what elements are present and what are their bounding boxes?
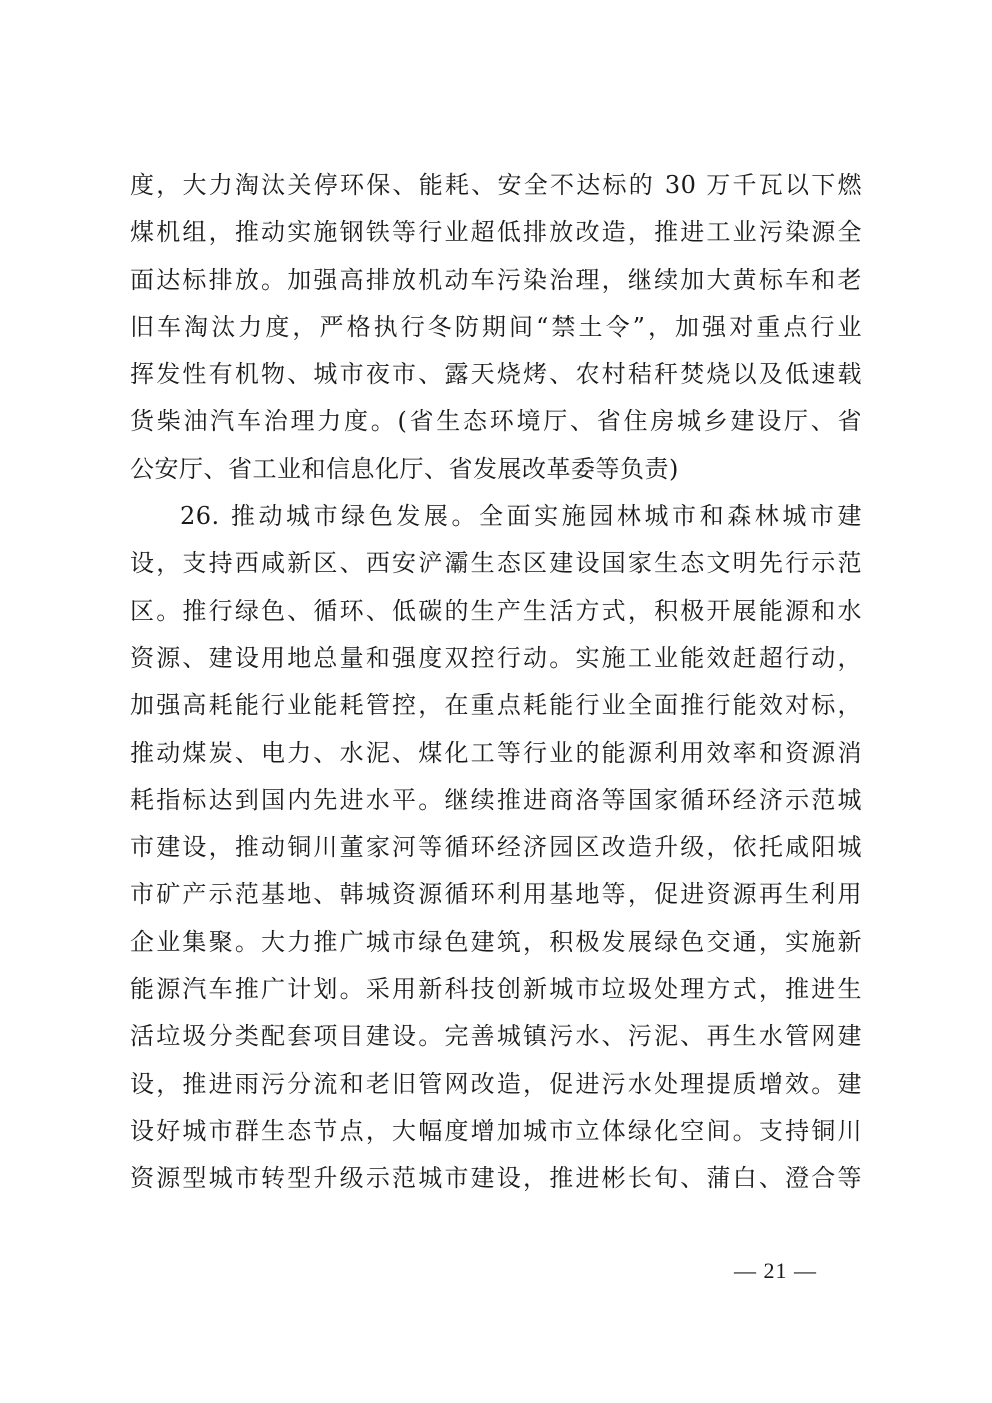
- text-line: 26. 推动城市绿色发展。全面实施园林城市和森林城市建: [180, 502, 862, 531]
- text-line: 货柴油汽车治理力度。(省生态环境厅、省住房城乡建设厅、省: [130, 407, 862, 436]
- text-line: 市建设，推动铜川董家河等循环经济园区改造升级，依托咸阳城: [130, 833, 862, 862]
- text-line: 市矿产示范基地、韩城资源循环利用基地等，促进资源再生利用: [130, 880, 862, 909]
- text-line: 耗指标达到国内先进水平。继续推进商洛等国家循环经济示范城: [130, 785, 862, 814]
- paragraph-26-green-development: [130, 493, 862, 1202]
- text-line: 煤机组，推动实施钢铁等行业超低排放改造，推进工业污染源全: [130, 218, 862, 247]
- text-line: 度，大力淘汰关停环保、能耗、安全不达标的 30 万千瓦以下燃: [130, 171, 862, 199]
- text-line: 面达标排放。加强高排放机动车污染治理，继续加大黄标车和老: [130, 265, 862, 294]
- text-line: 资源、建设用地总量和强度双控行动。实施工业能效赶超行动，: [130, 643, 862, 672]
- text-line: 加强高耗能行业能耗管控，在重点耗能行业全面推行能效对标，: [130, 691, 862, 720]
- text-line: 挥发性有机物、城市夜市、露天烧烤、农村秸秆焚烧以及低速载: [130, 360, 862, 389]
- page-number: — 21 —: [734, 1258, 817, 1283]
- text-line: 活垃圾分类配套项目建设。完善城镇污水、污泥、再生水管网建: [130, 1022, 862, 1051]
- text-line: 区。推行绿色、循环、低碳的生产生活方式，积极开展能源和水: [130, 596, 862, 625]
- text-line: 资源型城市转型升级示范城市建设，推进彬长旬、蒲白、澄合等: [130, 1164, 862, 1193]
- text-line: 公安厅、省工业和信息化厅、省发展改革委等负责): [130, 454, 679, 483]
- text-line: 能源汽车推广计划。采用新科技创新城市垃圾处理方式，推进生: [130, 975, 862, 1004]
- text-line: 旧车淘汰力度，严格执行冬防期间“禁土令”，加强对重点行业: [130, 312, 862, 341]
- text-line: 企业集聚。大力推广城市绿色建筑，积极发展绿色交通，实施新: [130, 927, 862, 956]
- text-line: 设，推进雨污分流和老旧管网改造，促进污水处理提质增效。建: [130, 1069, 862, 1098]
- paragraph-air-pollution: [130, 162, 862, 493]
- text-line: 设好城市群生态节点，大幅度增加城市立体绿化空间。支持铜川: [130, 1116, 862, 1145]
- text-line: 推动煤炭、电力、水泥、煤化工等行业的能源利用效率和资源消: [130, 738, 862, 767]
- document-body: [130, 162, 862, 1203]
- text-line: 设，支持西咸新区、西安浐灞生态区建设国家生态文明先行示范: [130, 549, 862, 578]
